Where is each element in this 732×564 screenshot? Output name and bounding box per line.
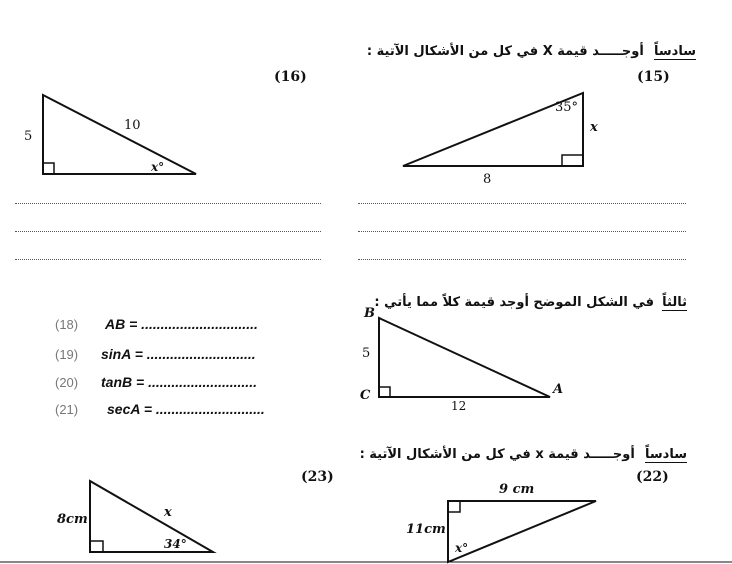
triangle-23-angle-label: 34° (164, 537, 187, 551)
right-angle-marker (562, 155, 583, 166)
side-ca-label: 12 (451, 399, 467, 413)
right-angle-marker (43, 163, 54, 174)
triangle-16-hypotenuse-label: 10 (124, 118, 141, 133)
vertex-b-label: B (364, 306, 375, 321)
answer-line (15, 203, 321, 204)
triangle-22-top-label: 9 cm (499, 482, 535, 497)
answer-line (358, 231, 686, 232)
section-instruction: أوجـــــد قيمة X في كل من الأشكال الآتية : (366, 44, 644, 59)
triangle-15-base-label: 8 (483, 172, 492, 187)
question-20-expression: tanB = ............................ (101, 374, 257, 390)
problem-16-number: (16) (274, 69, 307, 85)
triangle-23-side-label: 8cm (57, 512, 88, 527)
right-angle-marker (379, 387, 390, 397)
section-instruction: أوجـــــد قيمة x في كل من الأشكال الآتية : (359, 447, 635, 462)
section-six-top-heading (367, 44, 696, 59)
problem-23-number: (23) (301, 469, 334, 485)
triangle-16-angle-label: x° (151, 160, 165, 174)
section-label: سادساً (653, 44, 696, 59)
section-label: ثالثاً (662, 295, 687, 310)
question-18-number: (18) (55, 317, 79, 332)
triangle-23-hypotenuse-label: x (164, 505, 172, 520)
triangle-23 (90, 481, 213, 552)
right-angle-marker (448, 501, 460, 512)
section-three-heading (374, 295, 687, 310)
question-20-number: (20) (55, 375, 79, 390)
answer-line (358, 259, 686, 260)
triangle-16 (43, 95, 196, 174)
triangle-abc (379, 318, 550, 397)
side-bc-label: 5 (362, 346, 371, 361)
triangle-15-side-label: x (590, 120, 598, 135)
question-21-number: (21) (55, 402, 79, 417)
right-angle-marker (90, 541, 103, 552)
answer-line (15, 259, 321, 260)
triangle-16-side-label: 5 (24, 129, 33, 144)
question-19-number: (19) (55, 347, 79, 362)
answer-line (15, 231, 321, 232)
vertex-c-label: C (360, 388, 371, 403)
vertex-a-label: A (553, 382, 564, 397)
question-18-expression: AB = .............................. (105, 316, 258, 332)
section-label: سادساً (644, 447, 687, 462)
section-six-bottom-heading (360, 447, 687, 462)
triangle-22-angle-label: x° (455, 541, 469, 555)
problem-15-number: (15) (637, 69, 670, 85)
triangle-22-side-label: 11cm (406, 522, 446, 537)
question-21-expression: secA = ............................ (107, 401, 265, 417)
triangle-22 (448, 501, 596, 562)
question-19-expression: sinA = ............................ (101, 346, 256, 362)
section-instruction: في الشكل الموضح أوجد قيمة كلاً مما يأتي : (374, 295, 655, 310)
problem-22-number: (22) (636, 469, 669, 485)
triangle-15-angle-label: 35° (555, 100, 579, 115)
answer-line (358, 203, 686, 204)
